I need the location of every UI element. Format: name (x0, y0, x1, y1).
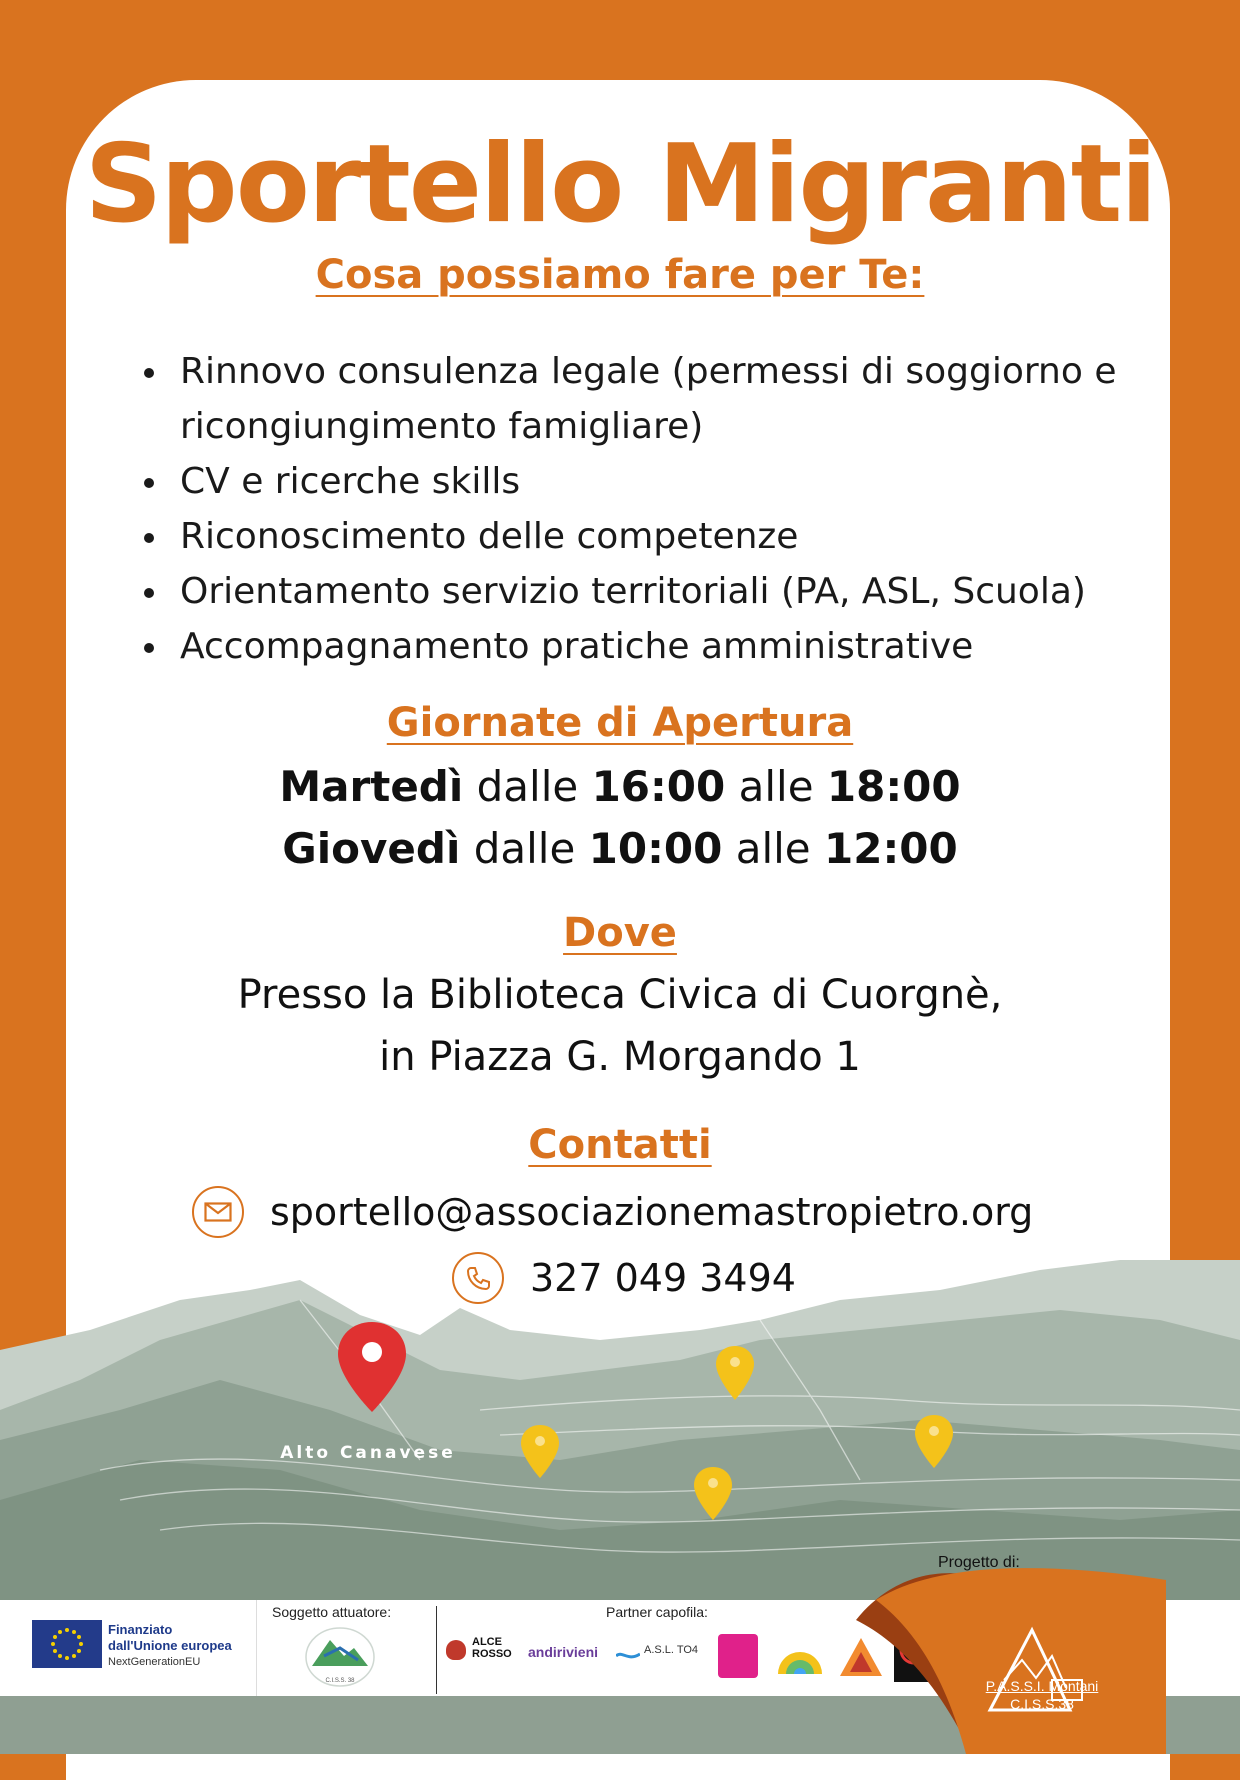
progetto-label: Progetto di: (938, 1554, 1020, 1571)
opening-heading: Giornate di Apertura (386, 700, 854, 746)
partner-logo-arch (774, 1636, 826, 1676)
opening-from-time: 16:00 (591, 762, 726, 811)
opening-to-time: 12:00 (824, 824, 958, 873)
alce-rosso-text-1: ALCE (472, 1636, 502, 1648)
progetto-sub: C.I.S.S.38 (1010, 1696, 1074, 1712)
divider (256, 1600, 257, 1696)
contact-email[interactable]: sportello@associazionemastropietro.org (270, 1190, 1034, 1234)
eu-funding-text (108, 1622, 232, 1670)
progetto-name: P.A.S.S.I. Montani (985, 1678, 1099, 1694)
place-label: Alto Canavese (280, 1443, 456, 1463)
list-item: Riconoscimento delle competenze (140, 509, 1120, 564)
where-line-2: in Piazza G. Morgando 1 (379, 1034, 861, 1080)
alce-rosso-logo (446, 1636, 518, 1682)
opening-from-time: 10:00 (588, 824, 723, 873)
opening-row-thursday (0, 824, 1240, 873)
asl-to4-logo: A.S.L. TO4 (644, 1644, 699, 1656)
eu-flag-icon (32, 1620, 102, 1668)
opening-to-word: alle (738, 762, 814, 811)
list-item: CV e ricerche skills (140, 454, 1120, 509)
contact-email-row (192, 1186, 1033, 1238)
andirivieni-logo: andirivieni (528, 1644, 599, 1660)
attuatore-label: Soggetto attuatore: (272, 1604, 392, 1620)
opening-to-time: 18:00 (826, 762, 961, 811)
mountains-illustration (0, 1260, 1240, 1606)
opening-day: Martedì (279, 762, 464, 811)
services-list (140, 344, 1120, 674)
wave-icon (616, 1646, 640, 1664)
ciss38-logo-text: C.I.S.S. 38 (325, 1678, 355, 1684)
list-item: Accompagnamento pratiche amministrative (140, 619, 1120, 674)
opening-day: Giovedì (282, 824, 461, 873)
partner-label: Partner capofila: (606, 1604, 708, 1620)
services-heading: Cosa possiamo fare per Te: (315, 252, 925, 298)
page-title: Sportello Migranti (84, 122, 1156, 247)
eu-line-2: dall'Unione europea (108, 1638, 232, 1653)
opening-row-tuesday (0, 762, 1240, 811)
contact-phone[interactable]: 327 049 3494 (530, 1256, 796, 1300)
partner-logo-pink (718, 1634, 758, 1678)
eu-line-1: Finanziato (108, 1622, 173, 1637)
alce-rosso-text-2: ROSSO (472, 1648, 512, 1660)
opening-from-word: dalle (473, 824, 576, 873)
where-line-1: Presso la Biblioteca Civica di Cuorgnè, (237, 972, 1003, 1018)
progetto-badge (856, 1560, 1166, 1754)
divider (436, 1606, 437, 1694)
where-heading: Dove (563, 910, 677, 956)
opening-to-word: alle (735, 824, 811, 873)
mail-icon (192, 1186, 244, 1238)
opening-from-word: dalle (476, 762, 579, 811)
contacts-heading: Contatti (528, 1122, 712, 1168)
list-item: Orientamento servizio territoriali (PA, ASL, Scuola) (140, 564, 1120, 619)
list-item: Rinnovo consulenza legale (permessi di soggiorno e ricongiungimento famigliare) (140, 344, 1120, 454)
eu-line-3: NextGenerationEU (108, 1656, 201, 1668)
